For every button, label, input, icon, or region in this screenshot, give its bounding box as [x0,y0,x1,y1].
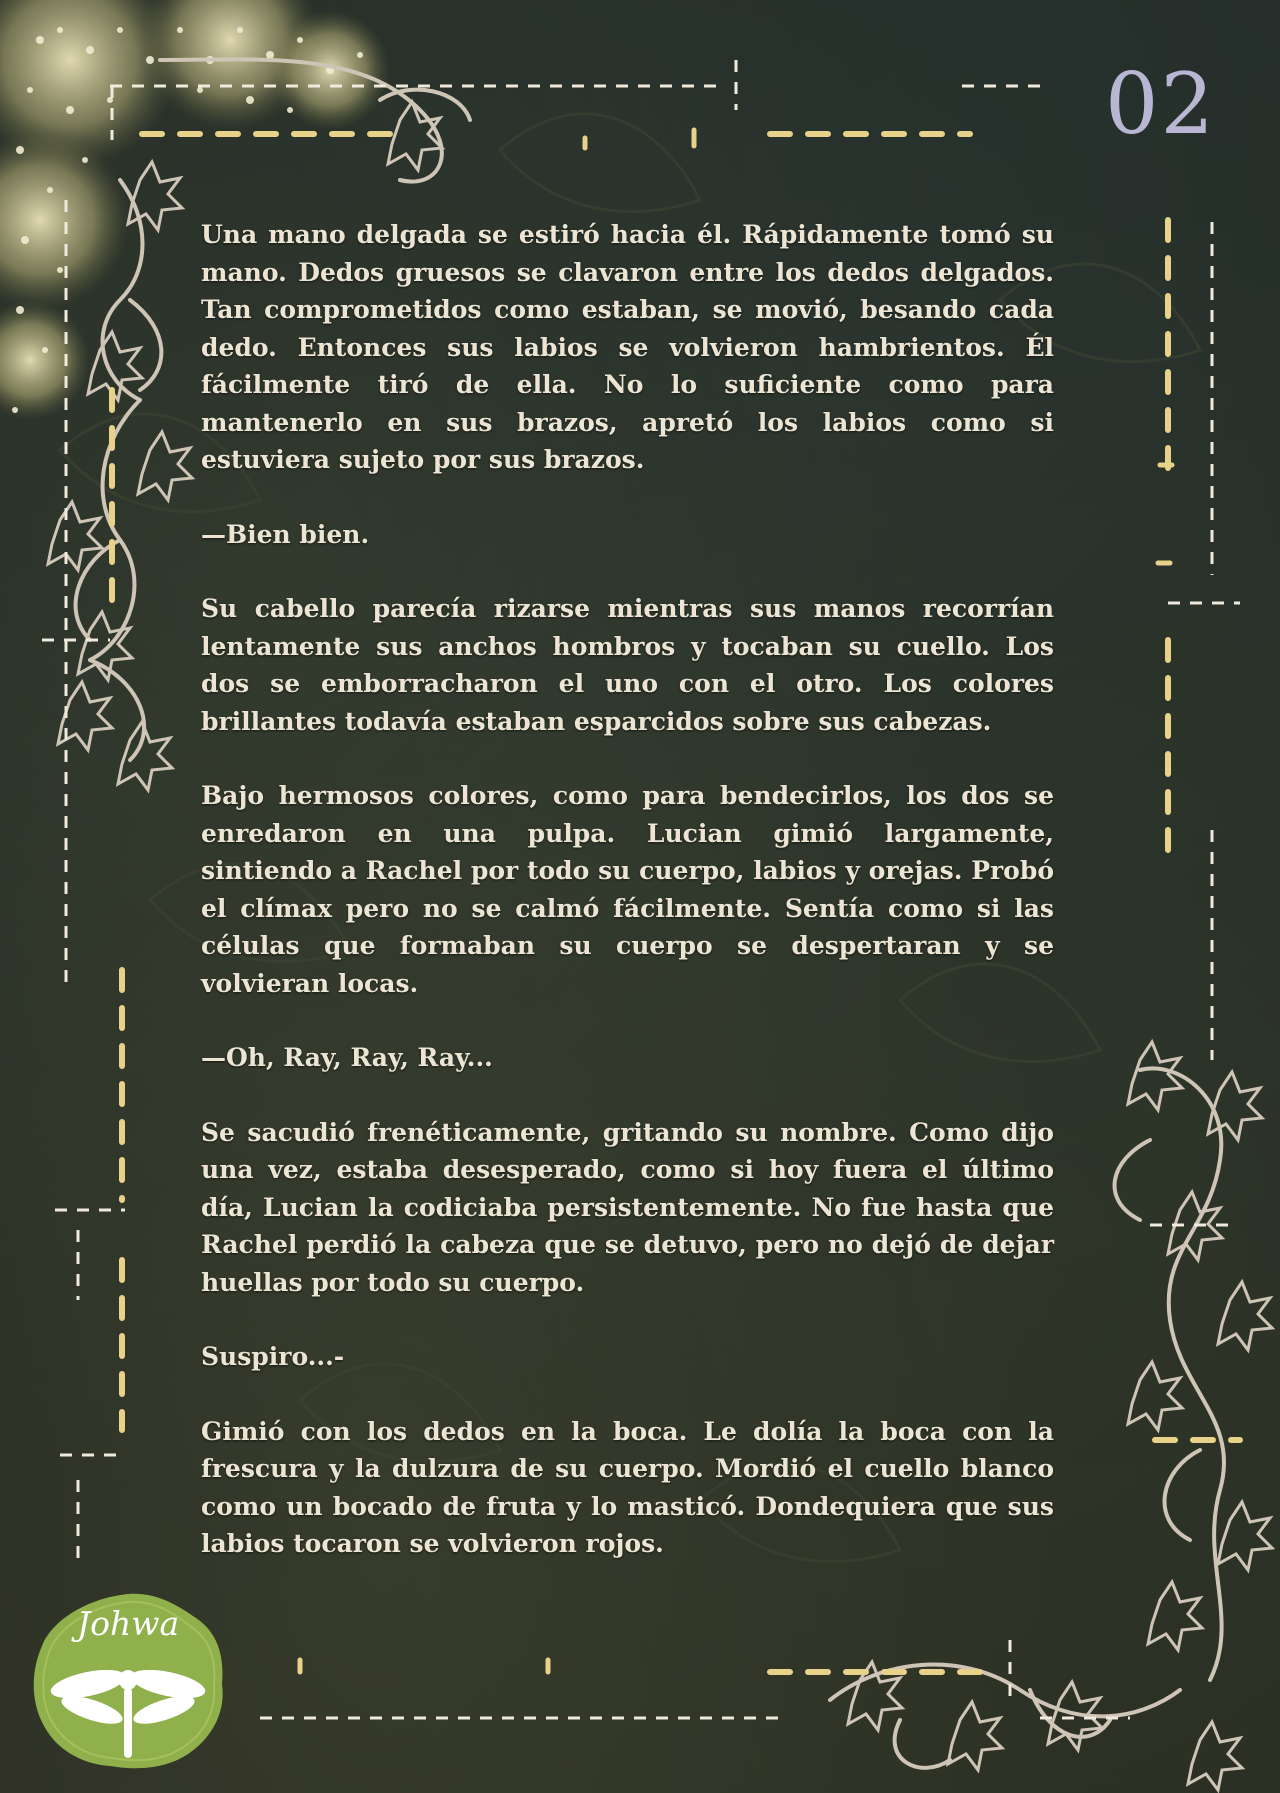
page-number: 02 [1105,55,1216,153]
paragraph: Una mano delgada se estiró hacia él. Rápidamente tomó su mano. Dedos gruesos se clavaron entre los dedos delgados. Tan comprometidos como estaban, se movió, besando cada dedo. Entonces sus labios se volvieron hambrientos. Él fácilmente tiró de ella. No lo suficiente como para mantenerlo en sus brazos, apretó los labios como si estuviera sujeto por sus brazos. [201,220,1054,474]
paragraph: Suspiro...- [201,1342,345,1371]
paragraph: Bajo hermosos colores, como para bendecirlos, los dos se enredaron en una pulpa. Lucian gimió largamente, sintiendo a Rachel por todo su cuerpo, labios y orejas. Probó el clímax pero no se calmó fácilmente. Sentía como si las células que formaban su cuerpo se despertaran y se volvieran locas. [201,781,1054,998]
paragraph: Se sacudió frenéticamente, gritando su nombre. Como dijo una vez, estaba desesperado, como si hoy fuera el último día, Lucian la codiciaba persistentemente. No fue hasta que Rachel perdió la cabeza que se detuvo, pero no dejó de dejar huellas por todo su cuerpo. [201,1117,1054,1297]
paragraph: —Bien bien. [201,519,370,549]
paragraph: —Oh, Ray, Ray, Ray... [201,1043,493,1072]
johwa-logo [28,1588,228,1773]
paragraph: Gimió con los dedos en la boca. Le dolía la boca con la frescura y la dulzura de su cuerpo. Mordió el cuello blanco como un bocado de fruta y lo masticó. Dondequiera que sus labios tocaron se volvieron rojos. [201,1416,1054,1558]
logo-text: Johwa [76,1604,180,1643]
paragraph: Su cabello parecía rizarse mientras sus manos recorrían lentamente sus anchos hombros y tocaban su cuello. Los dos se emborracharon el uno con el otro. Los colores brillantes todavía estaban esparcidos sobre sus cabezas. [201,594,1054,736]
story-text [201,216,1054,1600]
